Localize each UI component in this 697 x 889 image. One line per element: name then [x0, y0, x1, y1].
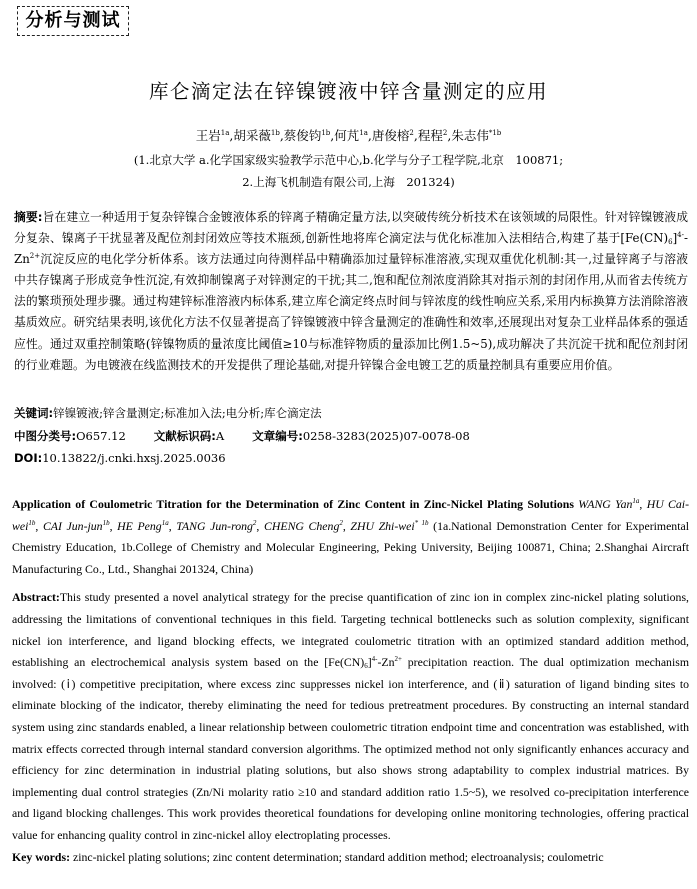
doi-line [14, 451, 226, 465]
affiliation-zh-1: (1.北京大学 a.化学国家级实验教学示范中心,b.化学与分子工程学院,北京 100871; [133, 153, 564, 167]
section-tag: 分析与测试 [17, 6, 129, 36]
author-en-4: TANG Jun-rong$^2$ [176, 518, 257, 533]
abstract-zh-text-2: 沉淀反应的电化学分析体系。该方法通过向待测样品中精确添加过量锌标准溶液,实现双重优化机制:其一,过量锌离子与溶液中共存镍离子形成竞争性沉淀,有效抑制镍离子对锌测定的干扰;其二,饱和配位剂浓度消除其对指示剂的封闭作用,从而省去传统方法的繁琐预处理步骤。通过构建锌标准溶液内标体系,建立库仑滴定终点时间与锌浓度的线性响应关系,采用内标换算方法消除溶液基质效应。研究结果表明,该优化方法不仅显著提高了锌镍镀液中锌含量测定的准确性和效率,还展现出对复杂工业样品体系的强适应性。通过双重控制策略(锌镍物质的量浓度比阈值≥10与标准锌物质的量添加比例1.5~5),成功解决了共沉淀干扰和配位剂封闭的行业难题。为电镀液在线监测技术的开发提供了理论基础,对提升锌镍合金电镀工艺的质量控制具有重要应用价值。 [14, 252, 688, 372]
english-section [12, 494, 689, 868]
article-no-label: 文章编号: [252, 429, 303, 443]
author-zh-0: 王岩$^{1a}$ [195, 128, 230, 143]
doc-code-value: A [215, 429, 225, 443]
author-en-2: CAI Jun-jun$^{1b}$ [42, 518, 110, 533]
english-title-authors [12, 494, 689, 580]
abstract-en-fecn-sub: 6 [364, 662, 368, 671]
clc-label: 中图分类号: [14, 429, 77, 443]
abstract-zh-text-1: 旨在建立一种适用于复杂锌镍合金镀液体系的锌离子精确定量方法,以突破传统分析技术在该领域的局限性。针对锌镍镀液成分复杂、镍离子干扰显著及配位剂封闭效应等技术瓶颈,创新性地将库仑滴定法与优化标准加入法相结合,构建了基于[Fe(CN) [14, 210, 688, 246]
affiliation-zh-2: 2.上海飞机制造有限公司,上海 201324) [242, 175, 455, 189]
keywords-zh-label: 关键词: [14, 406, 54, 420]
author-en-6: ZHU Zhi-wei$^{* 1b}$ [350, 518, 429, 533]
abstract-en-zn: -Zn [377, 655, 395, 670]
abstract-zh-label: 摘要: [14, 210, 43, 224]
author-zh-3: 何芃$^{1a}$ [334, 128, 368, 143]
author-zh-4: 唐俊榕$^2$ [371, 128, 414, 143]
keywords-en [12, 847, 689, 869]
abstract-en-fecn-sup: 4- [371, 655, 378, 664]
abstract-en-zn-sup: 2+ [394, 655, 402, 664]
author-en-5: CHENG Cheng$^2$ [263, 518, 343, 533]
abstract-en-label: Abstract: [12, 590, 60, 605]
paper-title: 库仑滴定法在锌镍镀液中锌含量测定的应用 [148, 80, 548, 103]
author-zh-6: 朱志伟$^{*1b}$ [451, 128, 502, 143]
abstract-zh-fecn-sup: 4- [677, 231, 684, 240]
doc-code-label: 文献标识码: [153, 429, 216, 443]
abstract-en-text-2: precipitation reaction. The dual optimization mechanism involved: (ⅰ) competitive precipitation, where excess zinc suppresses nickel ion interference, and (ⅱ) saturation of ligand binding sites to eliminate blocking of the indicator, thereby eliminating the need for tedious pretreatment procedures. By constructing an internal standard system using zinc standards enabled, a linear relationship between coulometric titration endpoint time and concentration was established, with matrix effects corrected through internal standard conversion algorithms. The optimized method not only significantly enhances accuracy and efficiency for zinc determination in industrial plating solutions, but also shows strong adaptability to complex industrial matrices. By implementing dual control strategies (Zn/Ni molarity ratio ≥10 and standard addition ratio 1.5~5), we resolved co-precipitation interference and ligand blocking challenges. This work provides theoretical foundations for developing online monitoring technologies, offering practical value for enhancing quality control in zinc-nickel alloy electroplating processes. [12, 655, 689, 842]
author-zh-1: 胡采薇$^{1b}$ [233, 128, 280, 143]
abstract-zh-zn-sup: 2+ [29, 252, 41, 261]
author-zh-5: 程程$^2$ [417, 128, 448, 143]
author-zh-2: 蔡俊钧$^{1b}$ [283, 128, 331, 143]
authors-en: WANG Yan$^{1a}$, HU Cai-wei$^{1b}$, CAI Jun-jun$^{1b}$, HE Peng$^{1a}$, TANG Jun-rong$^2$, CHENG Cheng$^2$, ZHU Zhi-wei$^{* 1b}$ [12, 497, 690, 533]
abstract-en: Abstract:This study presented a novel analytical strategy for the precise quantification of zinc ion in complex zinc-nickel plating solutions, addressing the limitations of conventional techniques in this field. Targeting technical bottlenecks such as solution complexity, significant nickel ion interference, and ligand blocking effects, we integrated coulometric titration with an optimized standard addition method, establishing an electrochemical analysis system based on the $[Fe(CN)_6]^{4-}-Zn^{2+}$ precipitation reaction. The dual optimization mechanism involved: (ⅰ) competitive precipitation, where excess zinc suppresses nickel ion interference, and (ⅱ) saturation of ligand binding sites to eliminate blocking of the indicator, thereby eliminating the need for tedious pretreatment procedures. By constructing an internal standard system using zinc standards enabled, a linear relationship between coulometric titration endpoint time and concentration was established, with matrix effects corrected through internal standard conversion algorithms. The optimized method not only significantly enhances accuracy and efficiency for zinc determination in industrial plating solutions, but also shows strong adaptability to complex industrial matrices. By implementing dual control strategies (Zn/Ni molarity ratio ≥10 and standard addition ratio 1.5~5), we resolved co-precipitation interference and ligand blocking challenges. This work provides theoretical foundations for developing online monitoring technologies, offering practical value for enhancing quality control in zinc-nickel alloy electroplating processes. [12, 590, 689, 842]
author-en-3: HE Peng$^{1a}$ [117, 518, 169, 533]
abstract-en-text-1: This study presented a novel analytical strategy for the precise quantification of zinc ion in complex zinc-nickel plating solutions, addressing the limitations of conventional techniques in this field. Targeting technical bottlenecks such as solution complexity, significant nickel ion interference, and ligand blocking effects, we integrated coulometric titration with an optimized standard addition method, establishing an electrochemical analysis system based on the [Fe(CN) [12, 590, 689, 670]
author-en-1: HU Cai-wei$^{1b}$ [12, 497, 690, 533]
abstract-zh-fecn-sub: 6 [668, 238, 673, 247]
abstract-zh-zn: -Zn [14, 231, 688, 267]
keywords-en-label: Key words: [12, 849, 70, 864]
classification-line [14, 428, 470, 444]
abstract-zh: 摘要:旨在建立一种适用于复杂锌镍合金镀液体系的锌离子精确定量方法,以突破传统分析技术在该领域的局限性。针对锌镍镀液成分复杂、镍离子干扰显著及配位剂封闭效应等技术瓶颈,创新性地将库仑滴定法与优化标准加入法相结合,构建了基于$[Fe(CN)_6]^{4-}-Zn^{2+}$沉淀反应的电化学分析体系。该方法通过向待测样品中精确添加过量锌标准溶液,实现双重优化机制:其一,过量锌离子与溶液中共存镍离子形成竞争性沉淀,有效抑制镍离子对锌测定的干扰;其二,饱和配位剂浓度消除其对指示剂的封闭作用,从而省去传统方法的繁琐预处理步骤。通过构建锌标准溶液内标体系,建立库仑滴定终点时间与锌浓度的线性响应关系,采用内标换算方法消除溶液基质效应。研究结果表明,该优化方法不仅显著提高了锌镍镀液中锌含量测定的准确性和效率,还展现出对复杂工业样品体系的强适应性。通过双重控制策略(锌镍物质的量浓度比阈值≥10与标准锌物质的量添加比例1.5~5),成功解决了共沉淀干扰和配位剂封闭的行业难题。为电镀液在线监测技术的开发提供了理论基础,对提升锌镍合金电镀工艺的质量控制具有重要应用价值。 [14, 210, 688, 372]
author-en-0: WANG Yan$^{1a}$ [578, 497, 640, 511]
keywords-en-text: zinc-nickel plating solutions; zinc content determination; standard addition method; electroanalysis; coulometric [72, 849, 604, 864]
article-no-value: 0258-3283(2025)07-0078-08 [302, 429, 470, 443]
keywords-zh [14, 405, 322, 421]
authors-zh: 王岩$^{1a}$,胡采薇$^{1b}$,蔡俊钧$^{1b}$,何芃$^{1a}$,唐俊榕$^2$,程程$^2$,朱志伟$^{*1b}$ [195, 128, 502, 143]
english-title: Application of Coulometric Titration for the Determination of Zinc Content in Zinc-Nickel Plating Solutions [12, 497, 574, 511]
doi-label: DOI: [14, 451, 43, 465]
english-affiliation: (1a.National Demonstration Center for Experimental Chemistry Education, 1b.College of Chemistry and Molecular Engineering, Peking University, Beijing 100871, China; 2.Shanghai Aircraft Manufacturing Co., Ltd., Shanghai 201324, China) [12, 518, 689, 576]
doi-value[interactable]: 10.13822/j.cnki.hxsj.2025.0036 [42, 451, 226, 465]
clc-value: O657.12 [76, 429, 126, 443]
keywords-zh-text: 锌镍镀液;锌含量测定;标准加入法;电分析;库仑滴定法 [53, 406, 322, 420]
